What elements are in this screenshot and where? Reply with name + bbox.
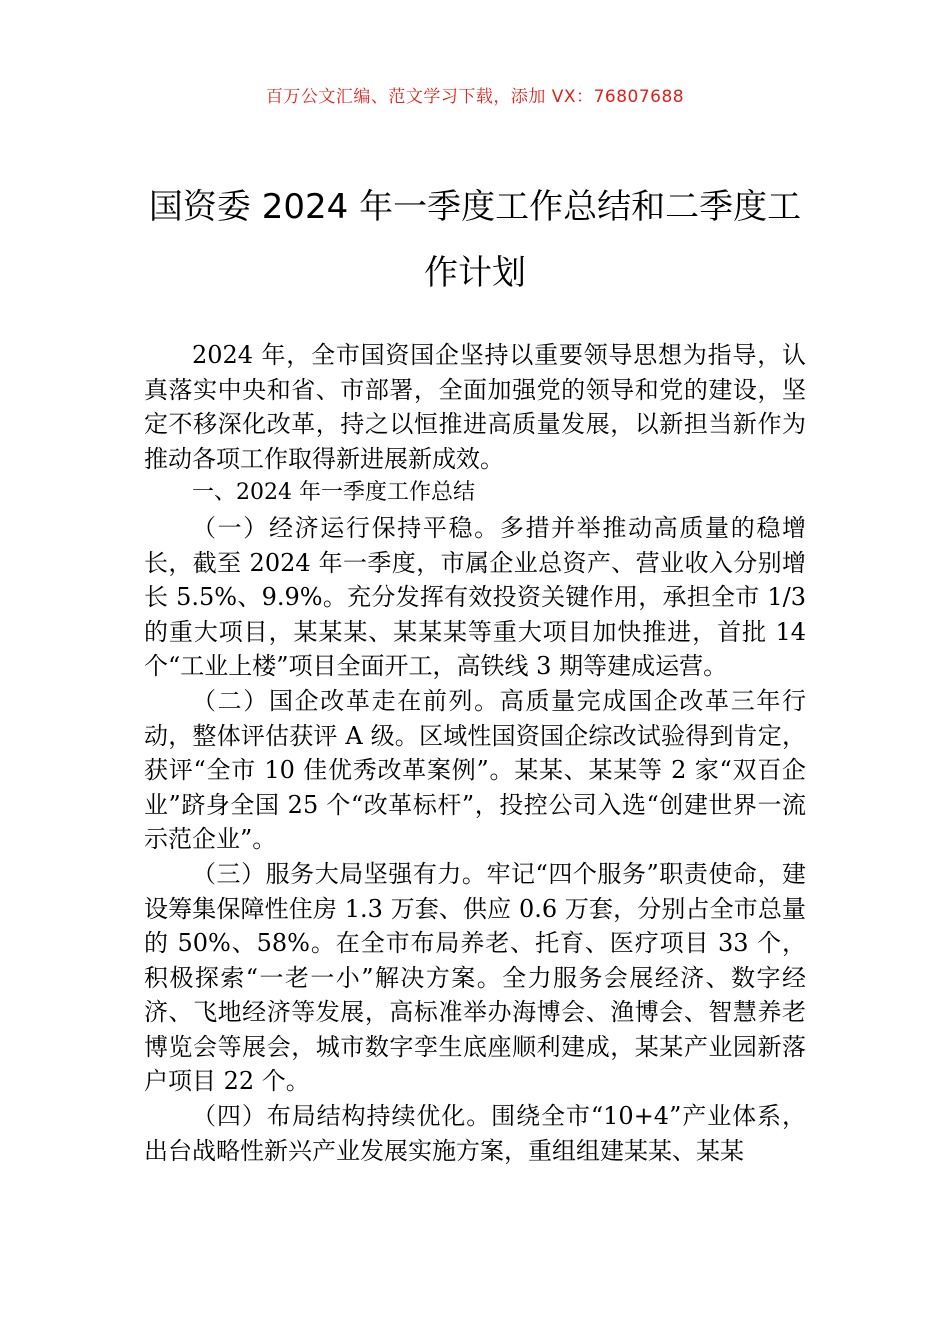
paragraph-structure: （四）布局结构持续优化。围绕全市“10+4”产业体系，出台战略性新兴产业发展实施方案，重组组建某某、某某 bbox=[144, 1102, 806, 1165]
intro-paragraph: 2024 年，全市国资国企坚持以重要领导思想为指导，认真落实中央和省、市部署，全面加强党的领导和党的建设，坚定不移深化改革，持之以恒推进高质量发展，以新担当新作为推动各项工作取得新进展新成效。 bbox=[144, 341, 806, 473]
watermark-header: 百万公文汇编、范文学习下载，添加 VX：76807688 bbox=[265, 87, 685, 107]
paragraph-economy: （一）经济运行保持平稳。多措并举推动高质量的稳增长，截至 2024 年一季度，市属企业总资产、营业收入分别增长 5.5%、9.9%。充分发挥有效投资关键作用，承担全市 1/3 的重大项目，某某某、某某某等重大项目加快推进，首批 14 个“工业上楼”项目全面开工，高铁线 3 期等建成运营。 bbox=[144, 513, 806, 681]
section-heading: 一、2024 年一季度工作总结 bbox=[192, 480, 475, 506]
document-body bbox=[144, 338, 806, 1168]
document-title: 国资委 2024 年一季度工作总结和二季度工作计划 bbox=[148, 187, 802, 293]
paragraph-service: （三）服务大局坚强有力。牢记“四个服务”职责使命，建设筹集保障性住房 1.3 万套、供应 0.6 万套，分别占全市总量的 50%、58%。在全市布局养老、托育、医疗项目 33 个，积极探索“一老一小”解决方案。全力服务会展经济、数字经济、飞地经济等发展，高标准举办海博会、渔博会、智慧养老博览会等展会，城市数字孪生底座顺利建成，某某产业园新落户项目 22 个。 bbox=[144, 859, 806, 1096]
paragraph-reform: （二）国企改革走在前列。高质量完成国企改革三年行动，整体评估获评 A 级。区域性国资国企综改试验得到肯定，获评“全市 10 佳优秀改革案例”。某某、某某等 2 家“双百企业”跻身全国 25 个“改革标杆”，投控公司入选“创建世界一流示范企业”。 bbox=[144, 686, 806, 854]
